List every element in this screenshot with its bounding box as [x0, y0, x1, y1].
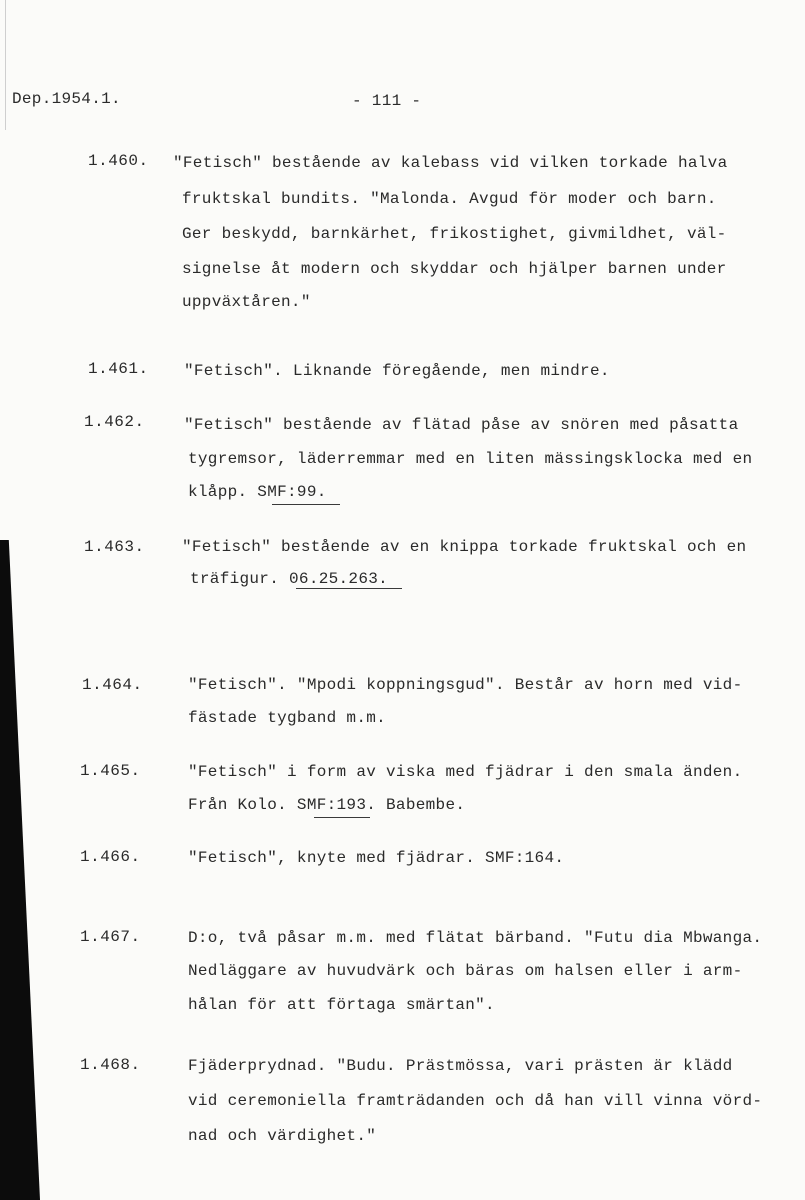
page-edge-line: [5, 0, 6, 130]
entry-number: 1.467.: [80, 928, 141, 946]
entry-text-line: Fjäderprydnad. "Budu. Prästmössa, vari prästen är klädd: [188, 1057, 733, 1075]
entry-text-line: "Fetisch", knyte med fjädrar. SMF:164.: [188, 849, 565, 867]
page-number: - 111 -: [352, 92, 422, 110]
entry-text-line: träfigur. 06.25.263.: [190, 570, 389, 588]
entry-text-line: hålan för att förtaga smärtan".: [188, 996, 495, 1014]
entry-text-line: "Fetisch" i form av viska med fjädrar i den smala änden.: [188, 763, 743, 781]
entry-number: 1.466.: [80, 848, 141, 866]
scan-shadow-edge: [0, 540, 40, 1200]
entry-number: 1.465.: [80, 762, 141, 780]
catalog-ref-underline: [296, 588, 402, 589]
document-reference: Dep.1954.1.: [12, 90, 121, 108]
entry-text-line: "Fetisch" bestående av flätad påse av snören med påsatta: [184, 416, 739, 434]
entry-text-line: Ger beskydd, barnkärhet, frikostighet, givmildhet, väl-: [182, 225, 727, 243]
entry-number: 1.461.: [88, 360, 149, 378]
entry-text-line: D:o, två påsar m.m. med flätat bärband. "Futu dia Mbwanga.: [188, 929, 763, 947]
entry-text-line: fästade tygband m.m.: [188, 709, 387, 727]
entry-text-line: uppväxtåren.": [182, 293, 311, 311]
entry-text-line: klåpp. SMF:99.: [188, 483, 327, 501]
entry-text-line: "Fetisch". "Mpodi koppningsgud". Består av horn med vid-: [188, 676, 743, 694]
entry-number: 1.468.: [80, 1056, 141, 1074]
entry-text-line: "Fetisch" bestående av en knippa torkade fruktskal och en: [182, 538, 747, 556]
entry-text-line: Nedläggare av huvudvärk och bäras om halsen eller i arm-: [188, 962, 743, 980]
entry-text-line: nad och värdighet.": [188, 1127, 377, 1145]
catalog-ref-underline: [314, 817, 370, 818]
entry-text-line: "Fetisch" bestående av kalebass vid vilken torkade halva: [173, 154, 728, 172]
entry-number: 1.463.: [84, 538, 145, 556]
entry-text-line: tygremsor, läderremmar med en liten mässingsklocka med en: [188, 450, 753, 468]
entry-text-line: signelse åt modern och skyddar och hjälper barnen under: [182, 260, 727, 278]
entry-text-line: fruktskal bundits. "Malonda. Avgud för moder och barn.: [182, 190, 717, 208]
entry-text-line: vid ceremoniella framträdanden och då han vill vinna vörd-: [188, 1092, 763, 1110]
entry-number: 1.462.: [84, 413, 145, 431]
entry-number: 1.464.: [82, 676, 143, 694]
entry-text-line: Från Kolo. SMF:193. Babembe.: [188, 796, 466, 814]
entry-text-line: "Fetisch". Liknande föregående, men mindre.: [184, 362, 610, 380]
catalog-ref-underline: [272, 504, 340, 505]
entry-number: 1.460.: [88, 152, 149, 170]
